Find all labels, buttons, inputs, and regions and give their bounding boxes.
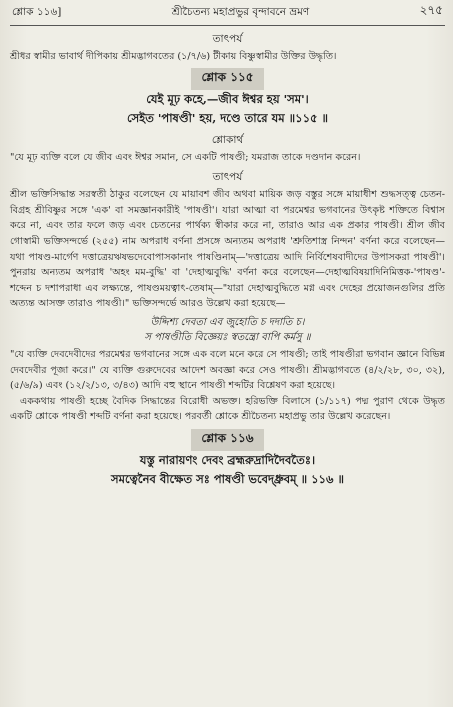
verse-116-label: শ্লোক ১১৬: [191, 429, 263, 451]
page-number: ২৭৫: [419, 3, 443, 17]
running-header: [10, 0, 445, 26]
verse-115-line-2: সেইত 'পাষণ্ডী' হয়, দণ্ডে তারে যম ॥১১৫ ॥: [126, 110, 328, 125]
purport-paragraph: শ্রীধর স্বামীর ভাবার্থ দীপিকায় শ্রীমদ্ভাগবতের (১/৭/৬) টীকায় বিষ্ণুস্বামীর উক্তির উদ্ধৃতি।: [10, 51, 337, 62]
sanskrit-quote-line-1: উদ্দিশ্য দেবতা এব জুহোতি চ দদাতি চ।: [150, 316, 305, 328]
purport-heading-2: তাৎপর্য: [212, 171, 243, 184]
verse-115-label: শ্লোক ১১৫: [191, 68, 263, 90]
translation-paragraph: "যে মূঢ় ব্যক্তি বলে যে জীব এবং ঈশ্বর সমান, সে একটি পাষণ্ডী; যমরাজ তাকে দণ্ডদান করেন।: [10, 151, 361, 163]
paragraph-pashandi: "যে ব্যক্তি দেবদেবীদের পরমেশ্বর ভগবানের সঙ্গে এক বলে মনে করে সে পাষণ্ডী; তাই পাষণ্ডীরা ভগবান জ্ঞানে বিভিন্ন দেবদেবীর পূজা করে।" যে ব্যক্তি গুরুদেবের আদেশ অবজ্ঞা করে সেও পাষণ্ডী। শ্রীমদ্ভাগবতে (৪/২/২৮, ৩০, ৩২), (৫/৬/৯) এবং (১২/২/১৩, ৩/৪৩) আদি বহু স্থানে পাষণ্ডী শব্দটির বিশ্লেষণ করা হয়েছে।: [10, 348, 445, 392]
purport-heading: তাৎপর্য: [212, 33, 243, 45]
verse-115-line-1: যেই মূঢ় কহে,—জীব ঈশ্বর হয় 'সম'।: [146, 91, 309, 106]
purport-paragraph-2: শ্রীল ভক্তিসিদ্ধান্ত সরস্বতী ঠাকুর বলেছেন যে মায়াবশ জীব অথবা মায়িক জড় বস্তুর সঙ্গে মায়াধীশ শুদ্ধসত্ত্ব চেতন-বিগ্রহ শ্রীবিষ্ণুর সঙ্গে 'এক' বা সমজ্ঞানকারীই 'পাষণ্ডী'। যারা আত্মা বা পরমেশ্বর ভগবানের উৎকৃষ্ট শক্তিতে বিশ্বাস করে না, এবং তার ফলে জড় এবং চেতনের পার্থক্য স্বীকার করে না, তারাও আর এক প্রকার পাষণ্ডী। শ্রীল জীব গোস্বামী ভক্তিসন্দর্ভে (২৫৫) নাম অপরাধ বর্ণনা প্রসঙ্গে অন্যতম অপরাধ 'শ্রুতিশাস্ত্র নিন্দন' বর্ণনা করে বলেছেন—যথা পাষণ্ড-মার্গেণ দত্তাত্রেয়ঋষভদেবোপাসকানাং পাষণ্ডিনাম্—'দত্তাত্রেয় আদি নির্বিশেষবাদীদের উপাসকরা পাষণ্ডী'। পুনরায় অন্যতম অপরাধ 'অহং মম-বুদ্ধি' বা 'দেহাত্মবুদ্ধি' বর্ণনা করে বলেছেন—দেহাত্মবিষয়াদিনিমিত্তক-'পাষণ্ড'-শব্দেন চ দশাপরাধা এব লক্ষ্যন্তে, পাষণ্ডময়ত্বাৎ-তেষাম্—"যারা দেহাত্মবুদ্ধিতে মগ্ন এবং দেহের প্রয়োজনগুলির প্রতি অত্যন্ত আসক্ত তারাও পাষণ্ডী।" ভক্তিসন্দর্ভে আরও উল্লেখ করা হয়েছে—: [10, 189, 445, 310]
paragraph-summary: এককথায় পাষণ্ডী হচ্ছে বৈদিক সিদ্ধান্তের বিরোধী অভক্ত। হরিভক্তি বিলাসে (১/১১৭) পদ্ম পুরাণ থেকে উদ্ধৃত একটি শ্লোকে পাষণ্ডী শব্দটি বর্ণনা করা হয়েছে। পরবর্তী শ্লোকে শ্রীচৈতন্য মহাপ্রভু তার উল্লেখ করেছেন।: [10, 395, 445, 423]
header-verse-ref: শ্লোক ১১৬]: [12, 6, 62, 18]
sanskrit-quote-line-2: স পাষণ্ডীতি বিজ্ঞেয়ঃ স্বতন্ত্রো বাপি কর্মসু ॥: [144, 331, 311, 343]
translation-heading: শ্লোকার্থ: [211, 133, 244, 146]
verse-115-heading: [10, 68, 445, 90]
verse-116-heading: [10, 429, 445, 451]
verse-116-line-2: সমত্বেনৈব বীক্ষেত সঃ পাষণ্ডী ভবেদ্ধ্রুবম্ ॥ ১১৬ ॥: [110, 471, 344, 486]
verse-116-line-1: যস্তু নারায়ণং দেবং ব্রহ্মরুদ্রাদিদৈবতৈঃ।: [139, 452, 316, 467]
header-chapter-title: শ্রীচৈতন্য মহাপ্রভুর বৃন্দাবনে ভ্রমণ: [171, 6, 310, 18]
